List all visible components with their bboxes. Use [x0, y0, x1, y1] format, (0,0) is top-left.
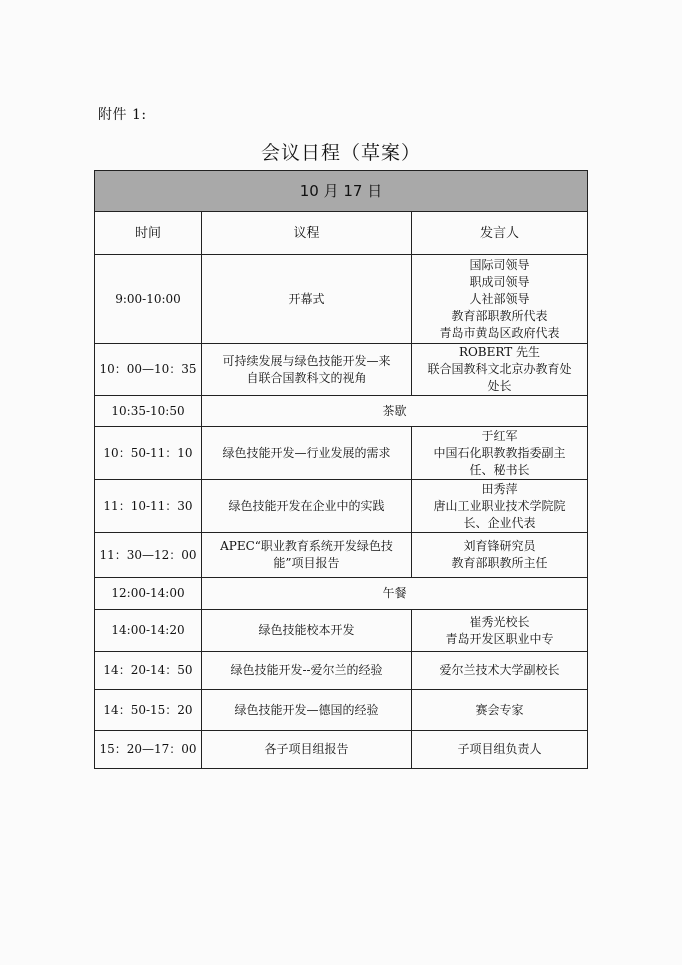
speaker-line: 唐山工业职业技术学院院 [433, 498, 566, 513]
agenda-cell [202, 344, 412, 396]
speaker-line: 国际司领导 [469, 257, 530, 272]
agenda-line: 绿色技能开发在企业中的实践 [228, 498, 385, 513]
speaker-line: 刘育锋研究员 [463, 539, 536, 553]
speaker-line: ROBERT 先生 [458, 345, 541, 359]
speaker-cell [412, 533, 588, 578]
schedule-row [95, 610, 588, 652]
speaker-line: 联合国教科文北京办教育处 [427, 362, 572, 376]
speaker-line: 于红军 [481, 428, 518, 443]
header-row [95, 212, 588, 255]
schedule-rows [95, 255, 588, 769]
speaker-line: 赛会专家 [475, 702, 524, 717]
header-speaker: 发言人 [412, 212, 588, 255]
agenda-cell [202, 396, 588, 427]
speaker-cell [412, 690, 588, 731]
schedule-row [95, 255, 588, 344]
attachment-label: 附件 1: [98, 107, 147, 123]
schedule-row [95, 690, 588, 731]
speaker-cell [412, 652, 588, 690]
agenda-line: APEC“职业教育系统开发绿色技 [220, 539, 393, 553]
schedule-row [95, 652, 588, 690]
date-heading: 10 月 17 日 [95, 171, 588, 212]
time-cell: 14：50-15：20 [95, 690, 202, 731]
agenda-cell [202, 731, 412, 769]
agenda-cell [202, 427, 412, 480]
agenda-line: 开幕式 [288, 291, 325, 306]
schedule-row [95, 427, 588, 480]
header-time: 时间 [95, 212, 202, 255]
page-title: 会议日程（草案） [260, 142, 421, 164]
agenda-line: 绿色技能开发—行业发展的需求 [222, 445, 391, 460]
agenda-cell [202, 578, 588, 610]
time-cell: 11：30—12：00 [95, 533, 202, 578]
speaker-line: 任、秘书长 [469, 462, 530, 477]
speaker-cell [412, 610, 588, 652]
speaker-cell [412, 427, 588, 480]
agenda-line: 绿色技能开发—德国的经验 [234, 702, 379, 717]
agenda-line: 可持续发展与绿色技能开发—来 [222, 353, 391, 368]
header-agenda: 议程 [202, 212, 412, 255]
time-cell: 14:00-14:20 [95, 610, 202, 652]
speaker-line: 中国石化职教教指委副主 [433, 445, 566, 460]
schedule-row [95, 731, 588, 769]
speaker-line: 处长 [487, 379, 512, 393]
speaker-cell [412, 255, 588, 344]
speaker-cell [412, 731, 588, 769]
schedule-row [95, 396, 588, 427]
speaker-line: 青岛市黄岛区政府代表 [439, 325, 560, 340]
speaker-line: 人社部领导 [469, 291, 530, 306]
agenda-cell [202, 652, 412, 690]
schedule-row [95, 533, 588, 578]
speaker-line: 爱尔兰技术大学副校长 [439, 663, 560, 677]
agenda-line: 能”项目报告 [273, 556, 340, 570]
agenda-line: 茶歇 [382, 403, 407, 418]
agenda-cell [202, 255, 412, 344]
speaker-line: 教育部职教所代表 [451, 308, 548, 323]
speaker-line: 长、企业代表 [463, 515, 536, 530]
agenda-line: 午餐 [382, 586, 407, 600]
agenda-cell [202, 610, 412, 652]
agenda-cell [202, 480, 412, 533]
time-cell: 10:35-10:50 [95, 396, 202, 427]
agenda-line: 绿色技能开发--爱尔兰的经验 [230, 663, 383, 677]
speaker-cell [412, 480, 588, 533]
speaker-line: 子项目组负责人 [457, 742, 542, 756]
schedule-row [95, 344, 588, 396]
time-cell: 12:00-14:00 [95, 578, 202, 610]
schedule-row [95, 480, 588, 533]
time-cell: 9:00-10:00 [95, 255, 202, 344]
schedule-table [94, 170, 588, 769]
date-row [95, 171, 588, 212]
time-cell: 10：50-11：10 [95, 427, 202, 480]
agenda-cell [202, 690, 412, 731]
time-cell: 15：20—17：00 [95, 731, 202, 769]
time-cell: 11：10-11：30 [95, 480, 202, 533]
speaker-line: 教育部职教所主任 [451, 556, 548, 570]
speaker-line: 崔秀光校长 [469, 614, 530, 629]
time-cell: 14：20-14：50 [95, 652, 202, 690]
speaker-line: 青岛开发区职业中专 [445, 631, 554, 646]
agenda-line: 自联合国教科文的视角 [246, 370, 367, 385]
speaker-cell [412, 344, 588, 396]
speaker-line: 职成司领导 [469, 274, 530, 289]
time-cell: 10：00—10：35 [95, 344, 202, 396]
speaker-line: 田秀萍 [481, 481, 518, 496]
schedule-row [95, 578, 588, 610]
agenda-cell [202, 533, 412, 578]
agenda-line: 各子项目组报告 [264, 742, 349, 756]
agenda-line: 绿色技能校本开发 [258, 623, 355, 637]
